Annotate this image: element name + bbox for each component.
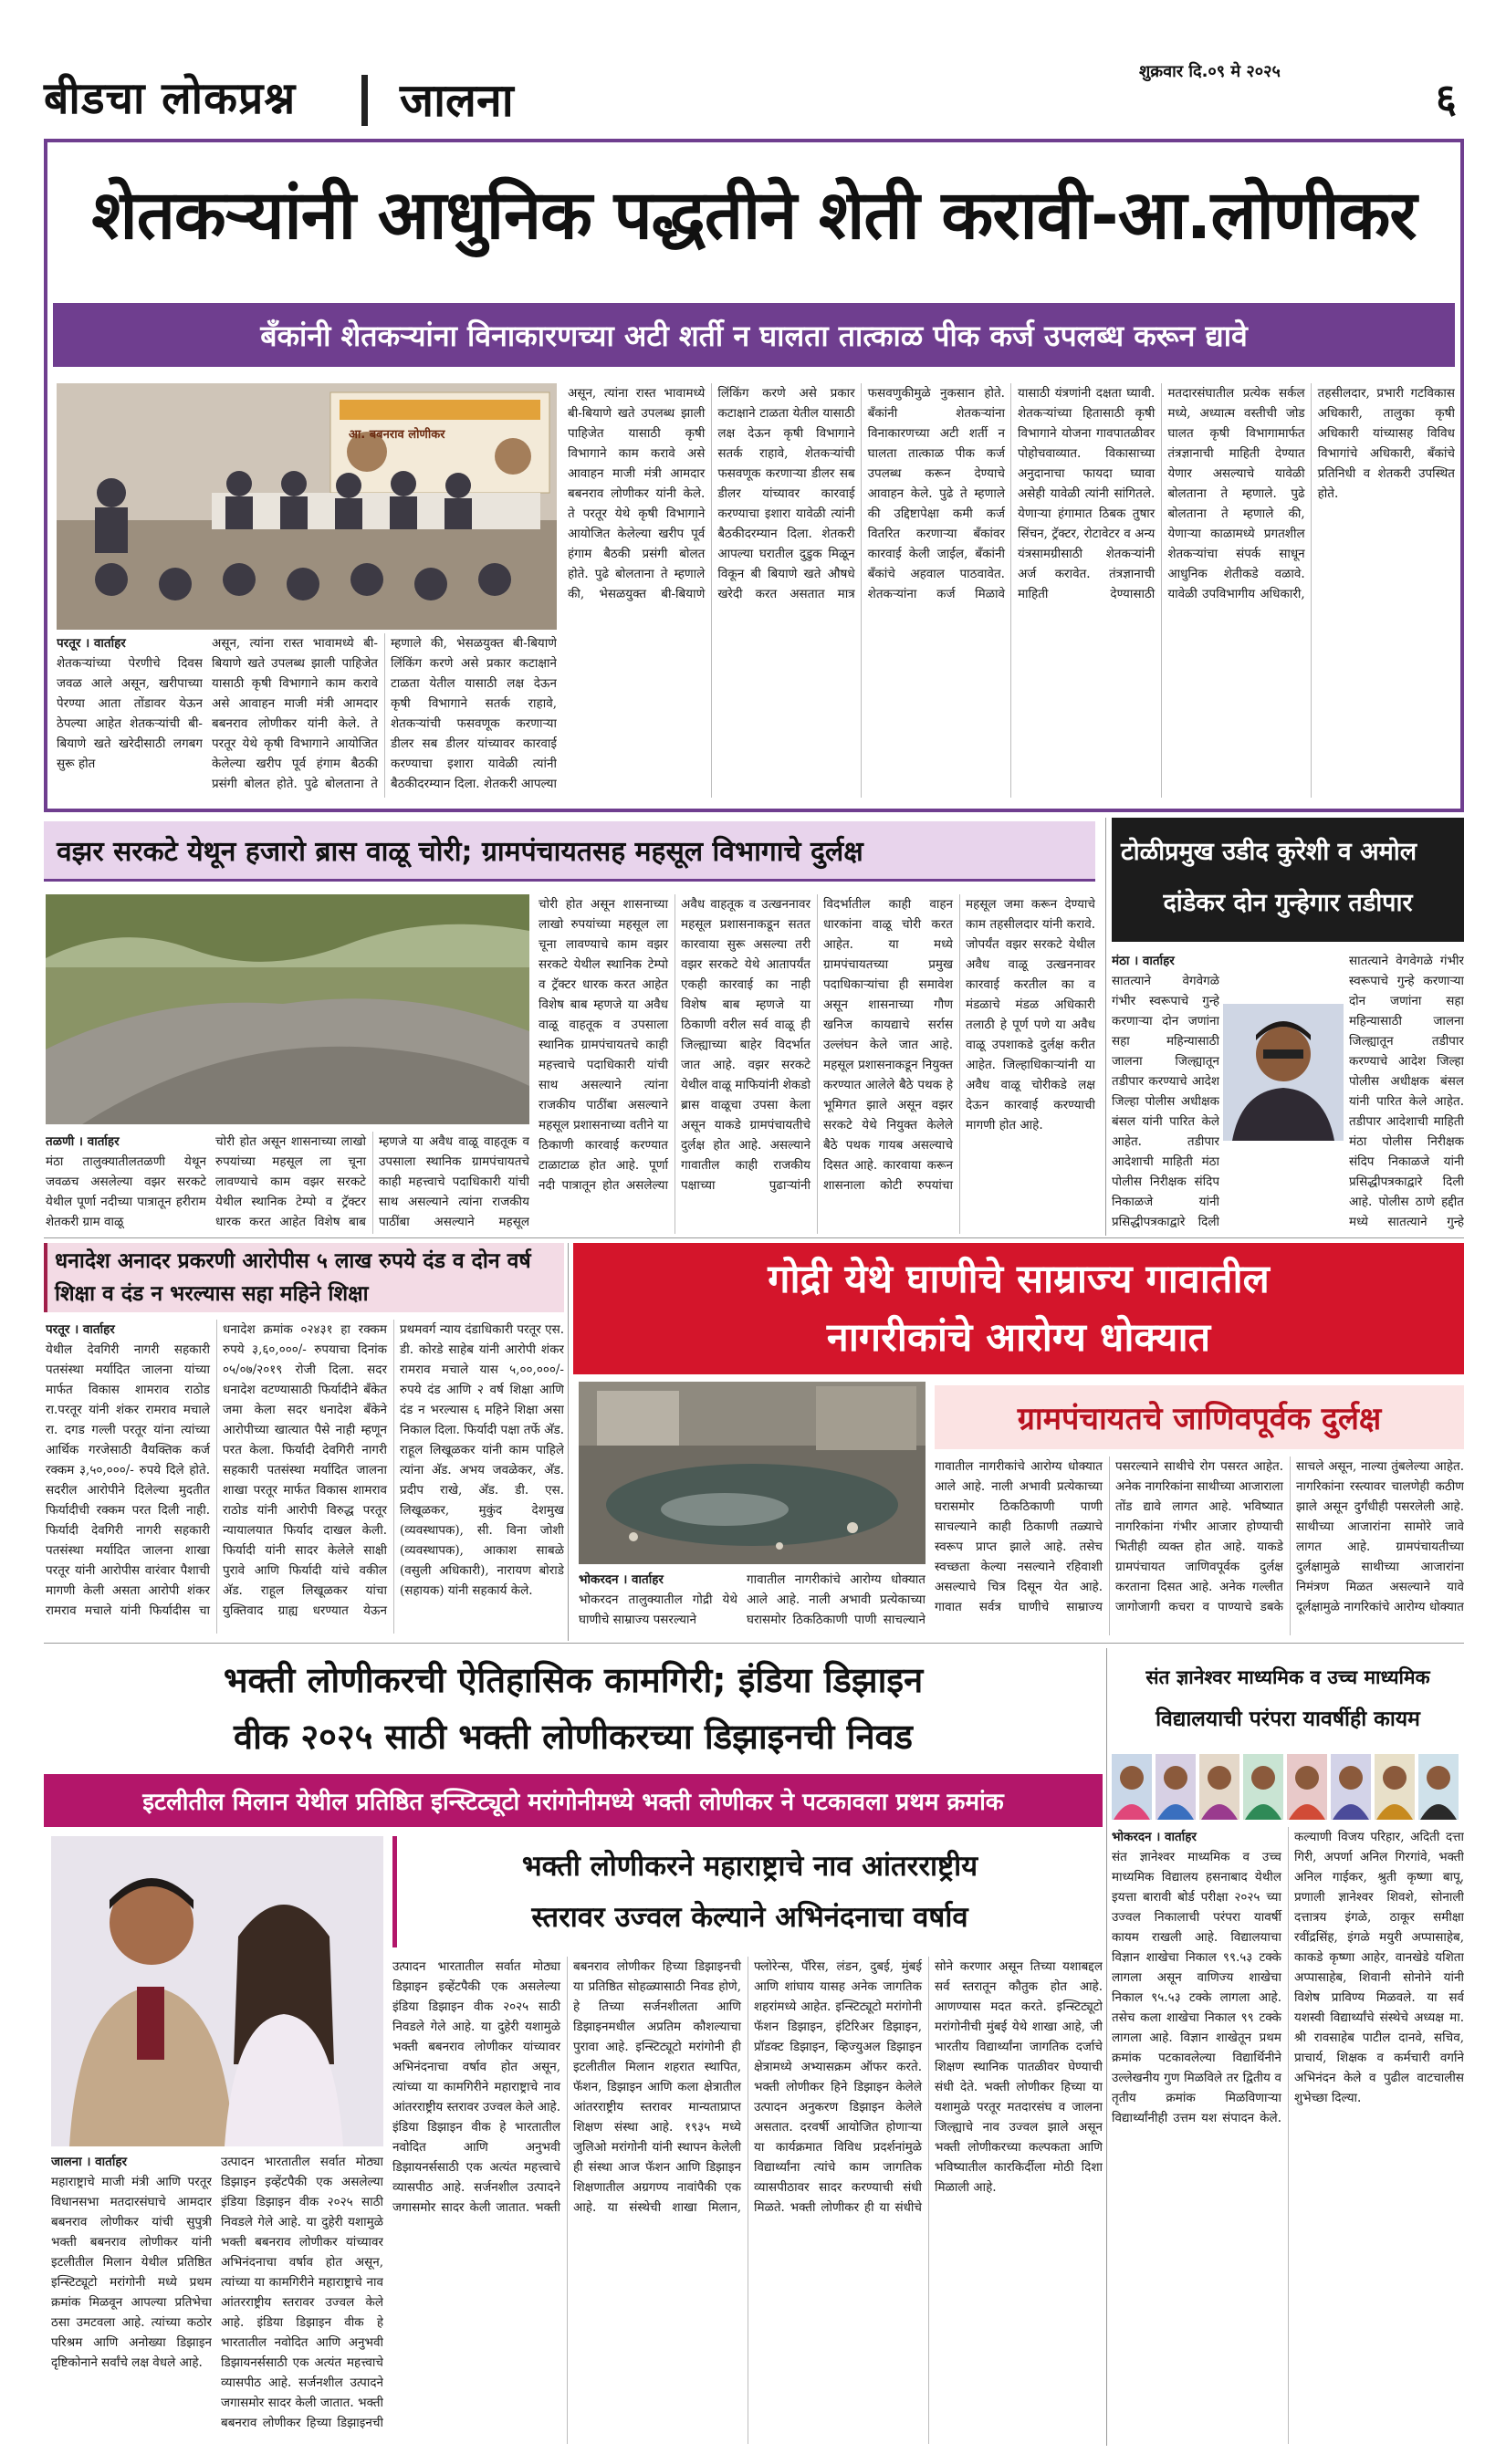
story3-headline-line2: दांडेकर दोन गुन्हेगार तडीपार [1163,889,1413,917]
separator-line [44,1643,1464,1644]
story5-headline-line1: गोद्री येथे घाणीचे साम्राज्य गावातील [768,1257,1270,1302]
story6-subhead-box [392,1836,1103,1947]
student-photos-row [1112,1754,1464,1820]
story7-dateline: भोकरदन । वार्ताहर [1112,1830,1197,1844]
meeting-photo-illustration [57,383,557,630]
lead-subhead-text: बँकांनी शेतकऱ्यांना विनाकारणच्या अटी शर्ती न घालता तात्काळ पीक कर्ज उपलब्ध करून द्यावे [260,318,1248,353]
story4-dateline: परतूर । वार्ताहर [46,1322,115,1337]
separator-line [568,1243,569,1641]
lead-col1 [57,633,203,798]
story5-body-a [747,1570,926,1635]
lead-body-b [568,383,1455,798]
story3-headline-line1: टोळीप्रमुख उडीद कुरेशी व अमोल [1121,838,1417,866]
lead-body-a [212,633,557,798]
story6-headline-line1: भक्ती लोणीकरची ऐतिहासिक कामगिरी; इंडिया डिझाइन [223,1660,924,1700]
story6-body-a [221,2152,383,2444]
separator-line [1105,818,1106,1236]
masthead [44,57,1468,139]
separator-line [1106,1648,1107,2446]
story3-col2 [1349,951,1464,1234]
story5-col1-text: भोकरदन तालुक्यातील गोद्री येथे घाणीचे साम्राज्य पसरल्याने [579,1592,737,1627]
lead-headline [53,146,1455,278]
sand-photo-illustration [46,894,529,1124]
lead-body-text-b: असून, त्यांना रास्त भावामध्ये बी-बियाणे खते उपलब्ध झाली पाहिजेत यासाठी कृषी विभागाने काम करावे असे आवाहन माजी मंत्री आमदार बबनराव लोणीकर यांनी केले. ते परतूर येथे कृषी विभागाने आयोजित केलेल्या खरीप पूर्व हंगाम बैठकी प्रसंगी बोलत होते. पुढे बोलताना ते म्हणाले की, भेसळयुक्त बी-बियाणे लिंकिंग करणे असे प्रकार कटाक्षाने टाळता येतील यासाठी लक्ष देऊन कृषी विभागाने सतर्क राहावे, शेतकऱ्यांची फसवणूक करणाऱ्या डीलर सब डीलर यांच्यावर कारवाई करण्याचा इशारा यावेळी त्यांनी बैठकीदरम्यान दिला. शेतकरी आपल्या घरातील दुडुक मिळून विकून बी बियाणे खते औषधे खरेदी करत असतात मात्र फसवणुकीमुळे नुकसान होते. बँकांनी शेतकऱ्यांना विनाकारणच्या अटी शर्ती न घालता तात्काळ पीक कर्ज उपलब्ध करून देण्याचे आवाहन केले. पुढे ते म्हणाले की उद्दिष्टापेक्षा कमी कर्ज वितरित करणाऱ्या बँकांवर कारवाई केली जाईल, बँकांनी बँकांचे अहवाल पाठवावेत. शेतकऱ्यांना कर्ज मिळावे यासाठी यंत्रणांनी दक्षता घ्यावी. शेतकऱ्यांच्या हितासाठी कृषी विभागाने योजना गावपातळीवर पोहोचवाव्यात. विकासाच्या अनुदानाचा फायदा घ्यावा असेही यावेळी त्यांनी सांगितले. येणाऱ्या हंगामात ठिबक तुषार सिंचन, ट्रॅक्टर, रोटावेटर व अन्य यंत्रसामग्रीसाठी शेतकऱ्यांनी अर्ज करावेत. तंत्रज्ञानाची माहिती देण्यासाठी मतदारसंघातील प्रत्येक सर्कल मध्ये, अध्यात्म वस्तीची जोड घालत कृषी विभागामार्फत तंत्रज्ञानाची माहिती देण्यात येणार असल्याचे यावेळी बोलताना ते म्हणाले. पुढे बोलताना ते म्हणाले की, येणाऱ्या काळामध्ये प्रगतशील शेतकऱ्यांचा संपर्क साधून आधुनिक शेतीकडे वळावे. यावेळी उपविभागीय अधिकारी, तहसीलदार, प्रभारी गटविकास अधिकारी, तालुका कृषी अधिकारी यांच्यासह विविध विभागांचे अधिकारी, बँकांचे प्रतिनिधी व शेतकरी उपस्थित होते. [568,386,1455,601]
story5-body-b [935,1456,1464,1635]
story7-body-text: संत ज्ञानेश्वर माध्यमिक व उच्च माध्यमिक विद्यालय हसनाबाद येथील इयत्ता बारावी बोर्ड परीक्षा २०२५ च्या उज्वल निकालाची परंपरा यावर्षी कायम राखली आहे. विद्यालयाचा विज्ञान शाखेचा निकाल ९९.५३ टक्के लागला असून वाणिज्य शाखेचा निकाल ९५.५३ टक्के लागला आहे. तसेच कला शाखेचा निकाल ९९ टक्के लागला आहे. विज्ञान शाखेतून प्रथम क्रमांक पटकावलेल्या विद्यार्थिनीने उल्लेखनीय गुण मिळविले तर द्वितीय व तृतीय क्रमांक मिळविणाऱ्या विद्यार्थ्यांनीही उत्तम यश संपादन केले. कल्याणी विजय परिहार, अदिती दत्ता गिरी, अपर्णा अनिल गिरगांवे, भक्ती अनिल गाईकर, श्रुती कृष्णा बापू, प्रणाली ज्ञानेश्वर शिवशे, सोनाली दत्तात्रय इंगळे, ठाकूर समीक्षा रवींद्रसिंह, इंगळे मयुरी अप्पासाहेब, काकडे कृष्णा आहेर, वानखेडे यशिता अप्पासाहेब, शिवानी सोनोने यांनी विशेष प्राविण्य मिळवले. या सर्व यशस्वी विद्यार्थ्यांचे संस्थेचे अध्यक्ष मा. श्री रावसाहेब पाटील दानवे, सचिव, प्राचार्य, शिक्षक व कर्मचारी वर्गाने अभिनंदन केले व पुढील वाटचालीस शुभेच्छा दिल्या. [1112,1830,1464,2125]
story6-body-text-b: उत्पादन भारतातील सर्वात मोठ्या डिझाइन इव्हेंटपैकी एक असलेल्या इंडिया डिझाइन वीक २०२५ साठी निवडले गेले आहे. या दुहेरी यशामुळे भक्ती बबनराव लोणीकर यांच्यावर अभिनंदनाचा वर्षाव होत असून, त्यांच्या या कामगिरीने महाराष्ट्राचे नाव आंतरराष्ट्रीय स्तरावर उज्वल केले आहे. इंडिया डिझाइन वीक हे भारतातील नवोदित आणि अनुभवी डिझायनर्ससाठी एक अत्यंत महत्त्वाचे व्यासपीठ आहे. सर्जनशील उत्पादने जगासमोर सादर केली जातात. भक्ती बबनराव लोणीकर हिच्या डिझाइनची या प्रतिष्ठित सोहळ्यासाठी निवड होणे, हे तिच्या सर्जनशीलता आणि डिझाइनमधील अप्रतिम कौशल्याचा पुरावा आहे. इन्स्टिट्यूटो मरांगोनी ही इटलीतील मिलान शहरात स्थापित, फॅशन, डिझाइन आणि कला क्षेत्रातील आंतरराष्ट्रीय स्तरावर मान्यताप्राप्त शिक्षण संस्था आहे. १९३५ मध्ये जुलिओ मरांगोनी यांनी स्थापन केलेली ही संस्था आज फॅशन आणि डिझाइन शिक्षणातील अग्रगण्य नावांपैकी एक आहे. या संस्थेची शाखा मिलान, फ्लोरेन्स, पॅरिस, लंडन, दुबई, मुंबई आणि शांघाय यासह अनेक जागतिक शहरांमध्ये आहेत. इन्स्टिट्यूटो मरांगोनी फॅशन डिझाइन, इंटिरिअर डिझाइन, प्रॉडक्ट डिझाइन, व्हिज्युअल डिझाइन क्षेत्रामध्ये अभ्यासक्रम ऑफर करते. भक्ती लोणीकर हिने डिझाइन केलेले उत्पादन अनुकरण डिझाइन केलेले असतात. दरवर्षी आयोजित होणाऱ्या या कार्यक्रमात विविध प्रदर्शनांमुळे विद्यार्थ्यांना त्यांचे काम जागतिक व्यासपीठावर सादर करण्याची संधी मिळते. भक्ती लोणीकर ही या संधीचे सोने करणार असून तिच्या यशाबद्दल सर्व स्तरातून कौतुक होत आहे. आणण्यास मदत करते. इन्स्टिट्यूटो मरांगोनीची मुंबई येथे शाखा आहे, जी भारतीय विद्यार्थ्यांना जागतिक दर्जाचे शिक्षण स्थानिक पातळीवर घेण्याची संधी देते. भक्ती लोणीकर हिच्या या यशामुळे परतूर मतदारसंघ व जालना जिल्ह्याचे नाव उज्वल झाले असून भक्ती लोणीकरच्या कल्पकता आणि भविष्यातील कारकिर्दीला मोठी दिशा मिळाली आहे. [392,1959,1103,2215]
bhakti-lonikar-photo [51,1836,383,2146]
story5-body-text-a: गावातील नागरीकांचे आरोग्य धोक्यात आले आहे. नाली अभावी प्रत्येकाच्या घरासमोर ठिकठिकाणी पाणी साचल्याने [747,1572,926,1627]
story4-headline-box [44,1243,564,1312]
accused-photo [1223,1004,1344,1141]
story7-headline-line1: संत ज्ञानेश्वर माध्यमिक व उच्च माध्यमिक [1145,1666,1430,1688]
story6-headline-line2: वीक २०२५ साठी भक्ती लोणीकरच्या डिझाइनची निवड [233,1717,914,1757]
masthead-divider [361,75,368,126]
lead-photo-banner-text: आ. बबनराव लोणीकर [349,428,445,442]
story2-body-b [539,894,1095,1234]
story5-body-text-b: गावातील नागरीकांचे आरोग्य धोक्यात आले आहे. नाली अभावी प्रत्येकाच्या घरासमोर ठिकठिकाणी पाणी साचल्याने काही ठिकाणी तळ्याचे स्वरूप प्राप्त झाले आहे. तसेच स्वच्छता केल्या नसल्याने रहिवाशी असल्याचे चित्र दिसून येत आहे. गावात सर्वत्र घाणीचे साम्राज्य पसरल्याने साथीचे रोग पसरत आहेत. अनेक नागरिकांना साथीच्या आजाराला तोंड द्यावे लागत आहे. भविष्यात नागरिकांना गंभीर आजार होण्याची भितीही व्यक्त होत आहे. याकडे ग्रामपंचायत जाणिवपूर्वक दुर्लक्ष करताना दिसत आहे. अनेक गल्लीत जागोजागी कचरा व पाण्याचे डबके साचले असून, नाल्या तुंबलेल्या आहेत. नागरिकांना रस्त्यावर चालणेही कठीण झाले असून दुर्गंधीही पसरलेली आहे. साथीच्या आजारांना सामोरे जावे लागत आहे. ग्रामपंचायतीच्या दुर्लक्षामुळे साथीच्या आजारांना निमंत्रण मिळत असल्याने यावे दूर्लक्षामुळे नागरिकांचे आरोग्य धोक्यात [935,1459,1464,1614]
story3-dateline: मंठा । वार्ताहर [1112,954,1175,968]
story2-dateline: तळणी । वार्ताहर [46,1134,120,1149]
story3-col1 [1112,951,1219,1234]
story6-col1 [51,2152,212,2444]
story4-body-text: येथील देवगिरी नागरी सहकारी पतसंस्था मर्यादित जालना यांच्या मार्फत विकास शामराव राठोड रा.परतूर यांनी शंकर रामराव मचाले रा. दगड गल्ली परतूर यांना त्यांच्या आर्थिक गरजेसाठी वैयक्तिक कर्ज रक्कम ३,५०,०००/- रुपये दिले होते. सदरील आरोपीने दिलेल्या मुदतीत फिर्यादीची रक्कम परत दिली नाही. फिर्यादी देवगिरी नागरी सहकारी पतसंस्था मर्यादित जालना शाखा परतूर यांनी आरोपीस वारंवार पैशाची मागणी केली असता आरोपी शंकर रामराव मचाले यांनी फिर्यादीस चा धनादेश क्रमांक ०२४३१ हा रक्कम रुपये ३,६०,०००/- रुपयाचा दिनांक ०५/०७/२०१९ रोजी दिला. सदर धनादेश वटण्यासाठी फिर्यादीने बँकेत जमा केला सदर धनादेश बँकेने आरोपीच्या खात्यात पैसे नाही म्हणून परत केला. फिर्यादी देवगिरी नागरी सहकारी पतसंस्था मर्यादित जालना शाखा परतूर मार्फत विकास शामराव राठोड यांनी आरोपी विरुद्ध परतूर न्यायालयात फिर्याद दाखल केली. फिर्यादी यांनी सादर केलेले साक्षी पुरावे आणि फिर्यादी यांचे वकील अ‍ॅड. राहूल लिखूळकर यांचा युक्तिवाद ग्राह्य धरण्यात येऊन प्रथमवर्ग न्याय दंडाधिकारी परतूर एस. डी. कोरडे साहेब यांनी आरोपी शंकर रामराव मचाले यास ५,००,०००/- रुपये दंड आणि २ वर्ष शिक्षा आणि दंड न भरल्यास ६ महिने शिक्षा असा निकाल दिला. फिर्यादी पक्षा तर्फे अ‍ॅड. राहूल लिखूळकर यांनी काम पाहिले त्यांना अ‍ॅड. अभय जवळेकर, अ‍ॅड. प्रदीप राखे, अ‍ॅड. डी. एस. लिखूळकर, मुकुंद देशमुख (व्यवस्थापक), सी. विना जोशी (व्यवस्थापक), आकाश साबळे (वसुली अधिकारी), नारायण बोराडे (सहायक) यांनी सहकार्य केले. [46,1322,564,1618]
lead-dateline: परतूर । वार्ताहर [57,636,126,651]
separator-line [44,1237,1464,1238]
story5-headline-box [573,1243,1464,1374]
story6-col1-text: महाराष्ट्राचे माजी मंत्री आणि परतूर विधानसभा मतदारसंघाचे आमदार बबनराव लोणीकर यांची सुपुत्री भक्ती बबनराव लोणीकर यांनी इटलीतील मिलान येथील प्रतिष्ठित इन्स्टिट्यूटो मरांगोनी मध्ये प्रथम क्रमांक मिळवून आपल्या प्रतिभेचा ठसा उमटवला आहे. त्यांच्या कठोर परिश्रम आणि अनोख्या डिझाइन दृष्टिकोनाने सर्वांचे लक्ष वेधले आहे. [51,2175,212,2370]
person-photo-illustration [1223,1004,1344,1141]
story7-headline-box [1112,1648,1464,1749]
story6-subhead-line2: स्तरावर उज्वल केल्याने अभिनंदनाचा वर्षाव [531,1901,968,1934]
lead-subhead [53,303,1455,367]
lead-photo-meeting [57,383,557,630]
story5-headline-line2: नागरीकांचे आरोग्य धोक्यात [826,1315,1211,1361]
page-date: शुक्रवार दि.०९ मे २०२५ [1139,62,1281,81]
garbage-photo-illustration [579,1382,926,1564]
story6-subhead-line1: भक्ती लोणीकरने महाराष्ट्राचे नाव आंतरराष्ट्रीय [521,1850,978,1883]
story2-col1 [46,1132,206,1234]
story3-col2-text: सातत्याने वेगवेगळे गंभीर स्वरूपाचे गुन्हे करणाऱ्या दोन जणांना सहा महिन्यासाठी जालना जिल्ह्यातून तडीपार करण्याचे आदेश जिल्हा पोलीस अधीक्षक बंसल यांनी पारित केले आहेत. तडीपार आदेशाची माहिती मंठा पोलीस निरीक्षक संदिप निकाळजे यांनी प्रसिद्धीपत्रकाद्वारे दिली आहे. पोलीस ठाणे हद्दीत मध्ये सातत्याने गुन्हे [1349,954,1464,1229]
story5-subhead-box [935,1385,1464,1449]
story6-headline-box [44,1648,1103,1769]
lead-headline-text: शेतकऱ्यांनी आधुनिक पद्धतीने शेती करावी-आ.लोणीकर [91,176,1417,255]
story4-body [46,1320,564,1634]
story3-headline-box [1112,818,1464,942]
story6-body-text-a: उत्पादन भारतातील सर्वात मोठ्या डिझाइन इव्हेंटपैकी एक असलेल्या इंडिया डिझाइन वीक २०२५ साठी निवडले गेले आहे. या दुहेरी यशामुळे भक्ती बबनराव लोणीकर यांच्यावर अभिनंदनाचा वर्षाव होत असून, त्यांच्या या कामगिरीने महाराष्ट्राचे नाव आंतरराष्ट्रीय स्तरावर उज्वल केले आहे. इंडिया डिझाइन वीक हे भारतातील नवोदित आणि अनुभवी डिझायनर्ससाठी एक अत्यंत महत्त्वाचे व्यासपीठ आहे. सर्जनशील उत्पादने जगासमोर सादर केली जातात. भक्ती बबनराव लोणीकर हिच्या डिझाइनची [221,2155,383,2430]
story2-body-text-b: चोरी होत असून शासनाच्या लाखो रुपयांच्या महसूल ला चूना लावण्याचे काम वझर सरकटे येथील स्थानिक टेम्पो व ट्रॅक्टर धारक करत आहेत विशेष बाब म्हणजे या अवैध वाळू वाहतूक व उपसाला स्थानिक ग्रामपंचायतचे काही महत्त्वाचे पदाधिकारी यांची साथ असल्याने त्यांना राजकीय पाठींबा असल्याने महसूल प्रशासनाच्या वतीने या ठिकाणी कारवाई करण्यात टाळाटाळ होत आहे. पूर्णा नदी पात्रातून होत असलेल्या अवैध वाहतूक व उत्खननावर महसूल प्रशासनाकडून सतत कारवाया सुरू असल्या तरी वझर सरकटे येथे आतापर्यंत एकही कारवाई का नाही विशेष बाब म्हणजे या ठिकाणी वरील सर्व वाळू ही जिल्ह्याच्या बाहेर विदर्भात जात आहे. वझर सरकटे येथील वाळू माफियांनी शेकडो ब्रास वाळूचा उपसा केला असून याकडे ग्रामपंचायतीचे दुर्लक्ष होत आहे. असल्याने गावातील काही राजकीय पक्षाच्या पुढाऱ्यांनी विदर्भातील काही वाहन धारकांना वाळू चोरी करत आहेत. या मध्ये ग्रामपंचायतच्या प्रमुख पदाधिकाऱ्यांचा ही समावेश असून शासनाच्या गौण खनिज कायद्याचे सर्रास उल्लंघन केले जात आहे. महसूल प्रशासनाकडून नियुक्त करण्यात आलेले बैठे पथक हे भूमिगत झाले असून वझर सरकटे येथे नियुक्त केलेले बैठे पथक गायब असल्याचे दिसत आहे. कारवाया करून शासनाला कोटी रुपयांचा महसूल जमा करून देण्याचे काम तहसीलदार यांनी करावे. जोपर्यंत वझर सरकटे येथील अवैध वाळू उत्खननावर कारवाई करतील का व मंडळाचे मंडळ अधिकारी तलाठी हे पूर्ण पणे या अवैध वाळू उपशाकडे दुर्लक्ष करीत आहेत. जिल्हाधिकाऱ्यांनी या अवैध वाळू चोरीकडे लक्ष देऊन कारवाई करण्याची मागणी होत आहे. [539,897,1095,1193]
story5-dateline: भोकरदन । वार्ताहर [579,1572,664,1587]
garbage-photo [579,1382,926,1564]
story6-banner-text: इटलीतील मिलान येथील प्रतिष्ठित इन्स्टिट्यूटो मरांगोनीमध्ये भक्ती लोणीकर ने पटकावला प्रथम क्रमांक [142,1789,1004,1816]
story2-headline: वझर सरकटे येथून हजारो ब्रास वाळू चोरी; ग्रामपंचायतसह महसूल विभागाचे दुर्लक्ष [57,836,863,868]
student-photos-illustration [1112,1754,1464,1820]
story4-headline: धनादेश अनादर प्रकरणी आरोपीस ५ लाख रुपये दंड व दोन वर्ष शिक्षा व दंड न भरल्यास सहा महिने शिक्षा [55,1249,531,1306]
story6-banner [44,1774,1103,1827]
story2-body-text-a: चोरी होत असून शासनाच्या लाखो रुपयांच्या महसूल ला चूना लावण्याचे काम वझर सरकटे येथील स्थानिक टेम्पो व ट्रॅक्टर धारक करत आहेत विशेष बाब म्हणजे या अवैध वाळू वाहतूक व उपसाला स्थानिक ग्रामपंचायतचे काही महत्त्वाचे पदाधिकारी यांची साथ असल्याने त्यांना राजकीय पाठींबा असल्याने महसूल [215,1134,529,1229]
story2-headline-box [44,821,1095,882]
masthead-edition: जालना [400,74,514,127]
story6-dateline: जालना । वार्ताहर [51,2155,128,2169]
story3-col1-text: सातत्याने वेगवेगळे गंभीर स्वरूपाचे गुन्हे करणाऱ्या दोन जणांना सहा महिन्यासाठी जालना जिल्ह्यातून तडीपार करण्याचे आदेश जिल्हा पोलीस अधीक्षक बंसल यांनी पारित केले आहेत. तडीपार आदेशाची माहिती मंठा पोलीस निरीक्षक संदिप निकाळजे यांनी प्रसिद्धीपत्रकाद्वारे दिली [1112,974,1219,1229]
story2-col1-text: मंठा तालुक्यातीलतळणी येथून जवळच असलेल्या वझर सरकटे येथील पूर्णा नदीच्या पात्रातून हरीराम शेतकरी ग्राम वाळू [46,1154,206,1229]
lead-body-text-a: असून, त्यांना रास्त भावामध्ये बी-बियाणे खते उपलब्ध झाली पाहिजेत यासाठी कृषी विभागाने काम करावे असे आवाहन माजी मंत्री आमदार बबनराव लोणीकर यांनी केले. ते परतूर येथे कृषी विभागाने आयोजित केलेल्या खरीप पूर्व हंगाम बैठकी प्रसंगी बोलत होते. पुढे बोलताना ते म्हणाले की, भेसळयुक्त बी-बियाणे लिंकिंग करणे असे प्रकार कटाक्षाने टाळता येतील यासाठी लक्ष देऊन कृषी विभागाने सतर्क राहावे, शेतकऱ्यांची फसवणूक करणाऱ्या डीलर सब डीलर यांच्यावर कारवाई करण्याचा इशारा यावेळी त्यांनी बैठकीदरम्यान दिला. शेतकरी आपल्या [212,636,557,791]
story2-body-a [215,1132,529,1234]
story6-body-b [392,1957,1103,2444]
page-number: ६ [1436,76,1457,122]
sand-pile-photo [46,894,529,1124]
story7-headline-line2: विद्यालयाची परंपरा यावर्षीही कायम [1156,1707,1420,1731]
story5-col1 [579,1570,737,1635]
story7-body [1112,1827,1464,2444]
masthead-name: बीडचा लोकप्रश्न [44,73,297,124]
story5-subhead: ग्रामपंचायतचे जाणिवपूर्वक दुर्लक्ष [1017,1401,1382,1437]
portrait-photo-illustration [51,1836,383,2146]
lead-col1-text: शेतकऱ्यांच्या पेरणीचे दिवस जवळ आले असून, खरीपाच्या पेरण्या आता तोंडावर येऊन ठेपल्या आहेत शेतकऱ्यांची बी-बियाणे खते खरेदीसाठी लगबग सुरू होत [57,656,203,771]
